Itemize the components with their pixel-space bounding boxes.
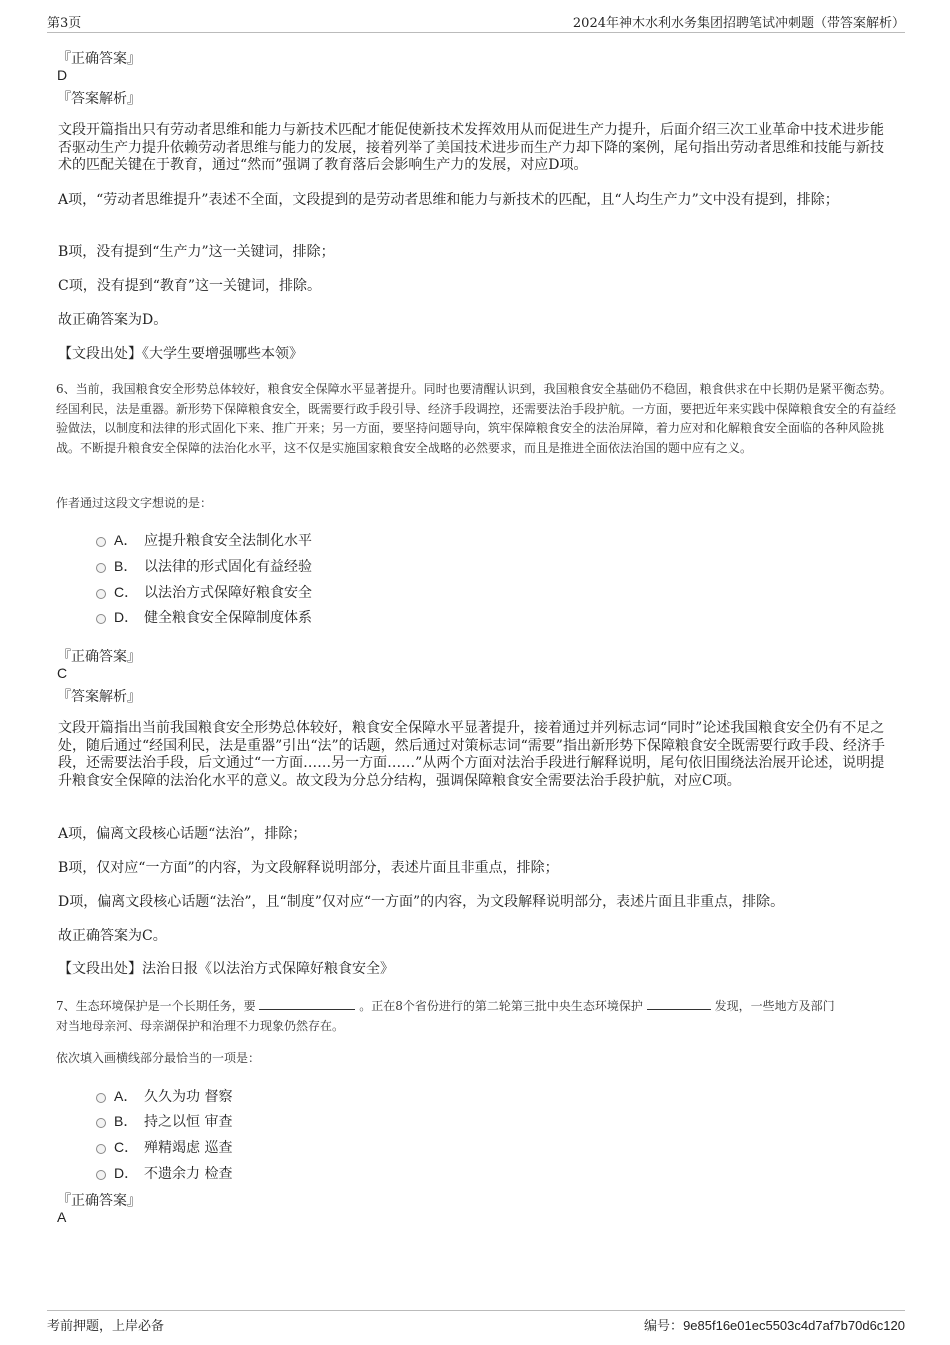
- page-footer: [47, 1310, 905, 1341]
- radio-icon[interactable]: [96, 1118, 106, 1128]
- answer-value: C: [57, 665, 68, 681]
- radio-icon[interactable]: [96, 1144, 106, 1154]
- question-7-text: 7、生态环境保护是一个长期任务，要 。正在8个省份进行的第二轮第三批中央生态环境保护 发现，一些地方及部门: [56, 999, 835, 1013]
- document-title: 2024年神木水利水务集团招聘笔试冲刺题（带答案解析）: [572, 16, 905, 31]
- option-d[interactable]: D． 健全粮食安全保障制度体系: [96, 607, 312, 625]
- radio-icon[interactable]: [96, 1170, 106, 1180]
- page-number: 第3页: [47, 16, 82, 31]
- source-citation: 【文段出处】《大学生要增强哪些本领》: [58, 346, 303, 362]
- option-c[interactable]: C． 以法治方式保障好粮食安全: [96, 582, 312, 600]
- analysis-label: 『答案解析』: [57, 689, 141, 705]
- exclusion-b: B项，仅对应“一方面”的内容，为文段解释说明部分，表述片面且非重点，排除；: [58, 860, 559, 876]
- option-c[interactable]: C． 殚精竭虑 巡查: [96, 1137, 232, 1155]
- question-6-prompt: 作者通过这段文字想说的是：: [56, 496, 213, 510]
- answer-label: 『正确答案』: [57, 51, 141, 67]
- radio-icon[interactable]: [96, 563, 106, 573]
- answer-value: D: [57, 67, 68, 83]
- radio-icon[interactable]: [96, 537, 106, 547]
- option-b[interactable]: B． 持之以恒 审查: [96, 1111, 232, 1129]
- radio-icon[interactable]: [96, 614, 106, 624]
- conclusion: 故正确答案为D。: [58, 312, 168, 328]
- answer-label: 『正确答案』: [57, 649, 141, 665]
- fill-blank-1: [259, 997, 355, 1010]
- option-a[interactable]: A． 久久为功 督察: [96, 1086, 232, 1104]
- page-header: [47, 0, 905, 33]
- radio-icon[interactable]: [96, 589, 106, 599]
- exclusion-c: C项，没有提到“教育”这一关键词，排除。: [58, 278, 322, 294]
- footer-slogan: 考前押题，上岸必备: [47, 1319, 165, 1334]
- exclusion-b: B项，没有提到“生产力”这一关键词，排除；: [58, 244, 335, 260]
- document-code: 编号：9e85f16e01ec5503c4d7af7b70d6c120: [644, 1318, 905, 1334]
- fill-blank-2: [647, 997, 711, 1010]
- option-b[interactable]: B． 以法律的形式固化有益经验: [96, 556, 312, 574]
- option-d[interactable]: D． 不遗余力 检查: [96, 1163, 232, 1181]
- radio-icon[interactable]: [96, 1093, 106, 1103]
- conclusion: 故正确答案为C。: [58, 928, 167, 944]
- analysis-text: 文段开篇指出当前我国粮食安全形势总体较好，粮食安全保障水平显著提升，接着通过并列标志词“同时”论述我国粮食安全仍有不足之处，随后通过“经国利民，法是重器”引出“法”的话题，然后通过对策标志词“需要”指出新形势下保障粮食安全既需要行政手段、经济手段，还需要法治手段，后文通过“一方面……另一方面……”从两个方面对法治手段进行解释说明，尾句依旧围绕法治展开论述，说明提升粮食安全保障的法治化水平的意义。故文段为分总分结构，强调保障粮食安全需要法治手段护航，对应C项。: [58, 720, 885, 789]
- exclusion-a: A项，偏离文段核心话题“法治”，排除；: [58, 826, 307, 842]
- question-6-text: 6、当前，我国粮食安全形势总体较好，粮食安全保障水平显著提升。同时也要清醒认识到，我国粮食安全基础仍不稳固，粮食供求在中长期仍是紧平衡态势。经国利民，法是重器。新形势下保障粮食安全，既需要行政手段引导、经济手段调控，还需要法治手段护航。一方面，要把近年来实践中保障粮食安全的有益经验做法，以制度和法律的形式固化下来、推广开来；另一方面，要坚持问题导向，筑牢保障粮食安全的法治屏障，着力应对和化解粮食安全面临的各种风险挑战。不断提升粮食安全保障的法治化水平，这不仅是实施国家粮食安全战略的必然要求，而且是推进全面依法治国的题中应有之义。: [56, 382, 897, 455]
- exclusion-d: D项，偏离文段核心话题“法治”，且“制度”仅对应“一方面”的内容，为文段解释说明部分，表述片面且非重点，排除。: [58, 894, 785, 910]
- analysis-label: 『答案解析』: [57, 91, 141, 107]
- source-citation: 【文段出处】法治日报《以法治方式保障好粮食安全》: [58, 961, 394, 977]
- answer-label: 『正确答案』: [57, 1193, 141, 1209]
- answer-value: A: [57, 1209, 67, 1225]
- analysis-text: 文段开篇指出只有劳动者思维和能力与新技术匹配才能促使新技术发挥效用从而促进生产力提升，后面介绍三次工业革命中技术进步能否驱动生产力提升依赖劳动者思维与能力的发展，接着列举了美国技术进步而生产力却下降的案例，尾句指出劳动者思维和技能与新技术的匹配关键在于教育，通过“然而”强调了教育落后会影响生产力的发展，对应D项。: [58, 122, 884, 173]
- exclusion-a: A项，“劳动者思维提升”表述不全面，文段提到的是劳动者思维和能力与新技术的匹配，且“人均生产力”文中没有提到，排除；: [58, 192, 839, 208]
- option-a[interactable]: A． 应提升粮食安全法制化水平: [96, 530, 312, 548]
- question-7-prompt: 依次填入画横线部分最恰当的一项是：: [56, 1051, 261, 1065]
- question-7-text-line2: 对当地母亲河、母亲湖保护和治理不力现象仍然存在。: [56, 1019, 345, 1033]
